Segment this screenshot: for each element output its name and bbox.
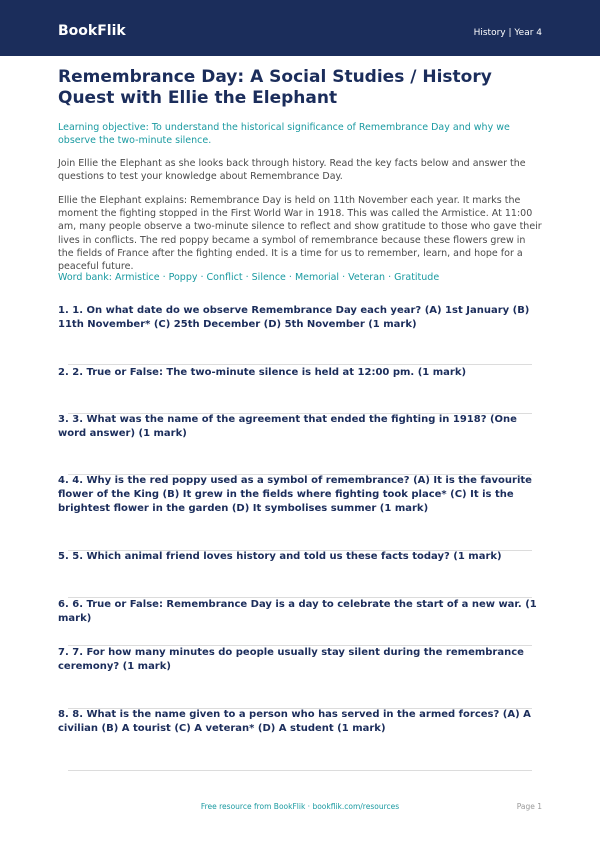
- intro-paragraph: Join Ellie the Elephant as she looks back through history. Read the key facts below and answer the questions to test your knowledge about Remembrance Day.: [58, 158, 526, 182]
- footer-credit: Free resource from BookFlik · bookflik.com/resources: [200, 802, 400, 811]
- page-number: Page 1: [516, 802, 542, 811]
- answer-line-8: [68, 770, 532, 771]
- word-bank: Word bank: Armistice · Poppy · Conflict · Silence · Memorial · Veteran · Gratitude: [58, 272, 440, 283]
- subject-label: History | Year 4: [473, 28, 542, 38]
- question-8: 8. 8. What is the name given to a person who has served in the armed forces? (A) A civilian (B) A tourist (C) A veteran* (D) A student (1 mark): [58, 709, 531, 734]
- question-4: 4. 4. Why is the red poppy used as a symbol of remembrance? (A) It is the favourite flower of the King (B) It grew in the fields where fighting took place* (C) It is the brightest flower in the garden (D) It symbolises summer (1 mark): [58, 475, 532, 514]
- question-5: 5. 5. Which animal friend loves history and told us these facts today? (1 mark): [58, 551, 502, 562]
- question-2: 2. 2. True or False: The two-minute silence is held at 12:00 pm. (1 mark): [58, 367, 467, 378]
- question-1: 1. 1. On what date do we observe Remembrance Day each year? (A) 1st January (B) 11th November* (C) 25th December (D) 5th November (1 mark): [58, 305, 530, 330]
- question-3: 3. 3. What was the name of the agreement that ended the fighting in 1918? (One word answer) (1 mark): [58, 414, 517, 439]
- brand-logo-text: BookFlik: [58, 23, 126, 39]
- question-7: 7. 7. For how many minutes do people usually stay silent during the remembrance ceremony? (1 mark): [58, 647, 524, 672]
- explanation-paragraph: Ellie the Elephant explains: Remembrance Day is held on 11th November each year. It marks the moment the fighting stopped in the First World War in 1918. This was called the Armistice. At 11:00 am, many people observe a two-minute silence to reflect and show gratitude to those who gave their lives in conflicts. The red poppy became a symbol of remembrance because these flowers grew in the fields of France after the fighting ended. It is a time for us to remember, learn, and hope for a peaceful future.: [58, 195, 542, 273]
- question-6: 6. 6. True or False: Remembrance Day is a day to celebrate the start of a new war. (1 mark): [58, 599, 537, 624]
- answer-line-1: [68, 364, 532, 365]
- worksheet-title: Remembrance Day: A Social Studies / History Quest with Ellie the Elephant: [58, 67, 492, 108]
- page-header: [0, 0, 600, 56]
- learning-objective: Learning objective: To understand the historical significance of Remembrance Day and why we observe the two-minute silence.: [58, 122, 510, 146]
